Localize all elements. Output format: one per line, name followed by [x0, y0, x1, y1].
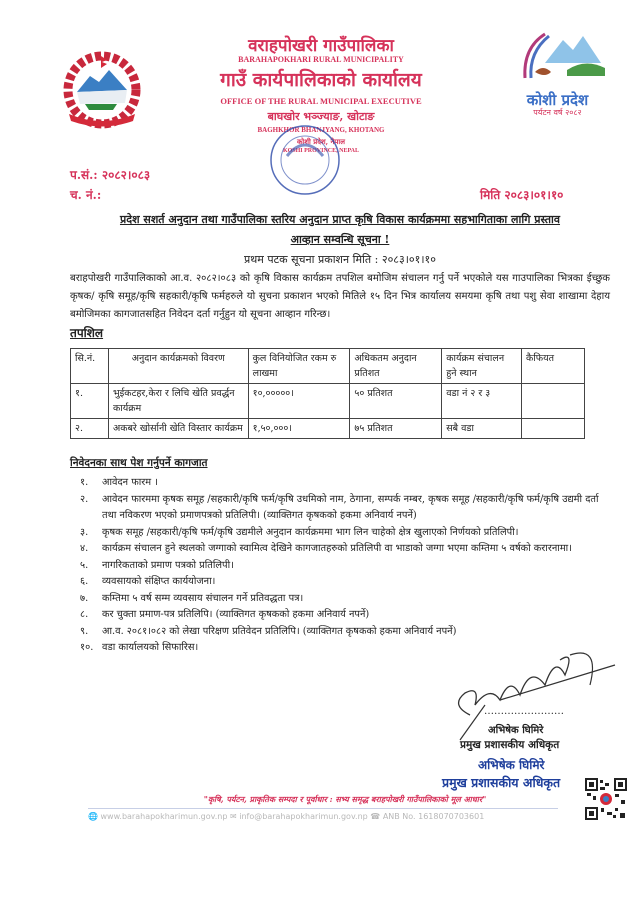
publish-date: प्रथम पटक सूचना प्रकाशन मिति : २०८३।०१।१०: [244, 253, 436, 266]
koshi-logo-title: कोशी प्रदेश: [526, 91, 589, 109]
table-cell: सबै वडा: [442, 419, 522, 439]
stamp-signatory-name: अभिषेक घिमिरे: [478, 758, 545, 772]
table-cell: १०,०००००।: [248, 384, 350, 419]
list-item: ५. नागरिकताको प्रमाण पत्रको प्रतिलिपी।: [80, 559, 234, 571]
table-cell: भुईकटहर,केरा र लिचि खेति प्रवर्द्धन कार्यक्रम: [108, 384, 248, 419]
table-cell: ७५ प्रतिशत: [350, 419, 442, 439]
list-item: २. आवेदन फारममा कृषक समूह /सहकारी/कृषि फर्म/कृषि उधमिको नाम, ठेगाना, सम्पर्क नम्बर, कृषक समूह /सहकारी/कृषि फर्म/कृषि उद्यमी दर्ता तथा नविकरण भएको प्रमाणपत्रको प्रतिलिपी। (व्याक्तिगत कृषकको हकमा अनिवार्य नपर्ने): [80, 493, 599, 521]
province-np: कोशी प्रदेश, नेपाल: [297, 137, 345, 146]
qr-code-icon: [585, 778, 627, 820]
list-item: ३. कृषक समूह /सहकारी/कृषि फर्म/कृषि उद्यमीले अनुदान कार्यक्रममा भाग लिन चाहेको क्षेत्र खुलाएको निर्णयको प्रतिलिपी।: [80, 526, 519, 538]
signature-dots: ……………………: [484, 706, 564, 717]
table-row: [71, 419, 585, 439]
office-name-en: OFFICE OF THE RURAL MUNICIPAL EXECUTIVE: [220, 96, 422, 106]
table-header-row: [71, 349, 585, 384]
column-header: कार्यक्रम संचालन हुने स्थान: [442, 349, 522, 384]
table-cell: ५० प्रतिशत: [350, 384, 442, 419]
footer-anb: ANB No. 1618070703601: [382, 812, 485, 821]
office-stamp: [265, 120, 345, 200]
notice-title: [60, 210, 620, 270]
province-en: KOSHI PROVINCE, NEPAL: [282, 148, 360, 154]
dispatch-number: च. नं.:: [70, 188, 102, 202]
column-header: कुल विनियोजित रकम रु लाखमा: [248, 349, 350, 384]
schedule-table: [70, 348, 585, 439]
signatory-name: अभिषेक घिमिरे: [488, 725, 544, 736]
globe-icon: 🌐: [88, 812, 98, 821]
letter-date: मिति २०८३।०१।१०: [480, 188, 564, 202]
mail-icon: ✉: [230, 812, 237, 821]
list-item: ७. कम्तिमा ५ वर्ष सम्म व्यवसाय संचालन गर्ने प्रतिवद्धता पत्र।: [80, 592, 304, 604]
address-en: BAGHKHOR BHANJYANG, KHOTANG: [257, 126, 385, 134]
footer-website[interactable]: www.barahapokharimun.gov.np: [100, 812, 228, 821]
stamp-signatory-title: प्रमुख प्रशासकीय अधिकृत: [442, 775, 561, 790]
schedule-heading: तपशिल: [70, 326, 104, 340]
column-header: कैफियत: [522, 349, 585, 384]
table-cell: २.: [71, 419, 109, 439]
reference-number: प.सं.: २०८२।०८३: [70, 168, 151, 182]
footer-divider: [88, 808, 558, 809]
list-item: १. आवेदन फारम ।: [80, 477, 158, 488]
table-cell: १,५०,०००।: [248, 419, 350, 439]
table-cell: १.: [71, 384, 109, 419]
column-header: अनुदान कार्यक्रमको विवरण: [108, 349, 248, 384]
list-item: ४. कार्यक्रम संचालन हुने स्थलको जग्गाको स्वामित्व देखिने कागजातहरुको प्रतिलिपी वा भाडाको जग्गा भएमा कम्तिमा ५ वर्षको करारनामा।: [80, 543, 572, 554]
notice-title-line2: आव्हान सम्वन्धि सूचना !: [290, 233, 390, 246]
table-cell: [522, 419, 585, 439]
notice-body-text: बराहपोखरी गाउँपालिकाको आ.व. २०८२।०८३ को कृषि विकास कार्यक्रम तपशिल बमोजिम संचालन गर्नु पर्ने भएकोले यस गाउपालिका भित्रका ईच्छुक कृषक/ कृषि समूह/कृषि सहकारी/कृषि फर्महरुले यो सुचना प्रकाशन भएको मितिले १५ दिन भित्र कार्यालय समयमा कृषि तथा पशु सेवा शाखामा देहाय बमोजिमका कागजातसहित निवेदन दर्ता गर्नुहुन यो सूचना आव्हान गरिन्छ।: [70, 273, 610, 320]
municipality-name-np: वराहपोखरी गाउँपालिका: [248, 36, 394, 56]
column-header: अधिकतम अनुदान प्रतिशत: [350, 349, 442, 384]
koshi-logo-subtitle: पर्यटन वर्ष २०८२: [533, 108, 582, 117]
list-item: ६. व्यवसायको संक्षिप्त कार्ययोजना।: [80, 576, 216, 587]
footer-contact: [88, 812, 484, 821]
office-name-np: गाउँ कार्यपालिकाको कार्यालय: [220, 69, 422, 91]
notice-body: [70, 270, 610, 342]
municipality-name-en: BARAHAPOKHARI RURAL MUNICIPALITY: [238, 55, 404, 64]
phone-icon: ☎: [370, 812, 381, 821]
list-item: ८. कर चुक्ता प्रमाण-पत्र प्रतिलिपि। (व्याक्तिगत कृषकको हकमा अनिवार्य नपर्ने): [80, 609, 370, 620]
documents-heading: निवेदनका साथ पेश गर्नुपर्ने कागजात: [70, 457, 208, 469]
list-item: १०. वडा कार्यालयको सिफारिस।: [80, 642, 199, 653]
signatory-title: प्रमुख प्रशासकीय अधिकृत: [460, 739, 560, 751]
notice-title-line1: प्रदेश सशर्त अनुदान तथा गाउँपालिका स्तरिय अनुदान प्राप्त कृषि विकास कार्यक्रममा सहभागिताका लागि प्रस्ताव: [119, 213, 561, 226]
footer-slogan: "कृषि, पर्यटन, प्राकृतिक सम्पदा र पूर्वाधार : सभ्य समृद्ध बराहपोखरी गाउँपालिकाको मूल आधार": [203, 794, 487, 804]
table-cell: [522, 384, 585, 419]
documents-list: [80, 475, 610, 657]
column-header: सि.नं.: [71, 349, 109, 384]
table-cell: वडा नं २ र ३: [442, 384, 522, 419]
address-np: बाघखोर भञ्ज्याङ, खोटाङ: [267, 110, 375, 123]
footer-email[interactable]: info@barahapokharimun.gov.np: [239, 812, 368, 821]
table-cell: अकबरे खोर्सानी खेति विस्तार कार्यक्रम: [108, 419, 248, 439]
list-item: ९. आ.व. २०८१।०८२ को लेखा परिक्षण प्रतिवेदन प्रतिलिपि। (व्याक्तिगत कृषकको हकमा अनिवार्य नपर्ने): [80, 625, 457, 637]
table-row: [71, 384, 585, 419]
